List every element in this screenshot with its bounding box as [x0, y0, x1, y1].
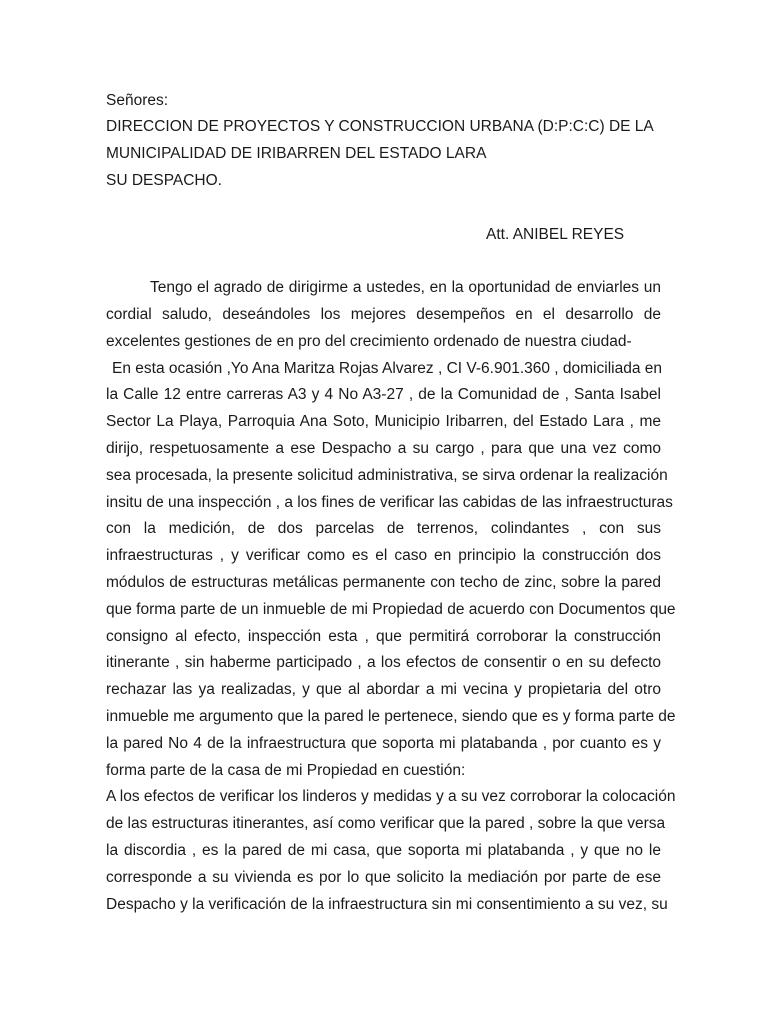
body-line: la discordia , es la pared de mi casa, que soporta mi platabanda , y que no le: [106, 841, 661, 859]
attention-line: Att. ANIBEL REYES: [486, 225, 625, 243]
letter-body: [106, 275, 676, 918]
body-line: sea procesada, la presente solicitud administrativa, se sirva ordenar la realización: [106, 466, 668, 484]
body-line: itinerante , sin haberme participado , a los efectos de consentir o en su defecto: [106, 654, 661, 672]
letter-paragraph: [106, 784, 676, 918]
body-line: Tengo el agrado de dirigirme a ustedes, en la oportunidad de enviarles un: [150, 279, 661, 297]
recipient-line: MUNICIPALIDAD DE IRIBARREN DEL ESTADO LARA: [106, 145, 487, 163]
letter-paragraph: [106, 356, 676, 785]
body-line: con la medición, de dos parcelas de terrenos, colindantes , con sus: [106, 520, 661, 538]
body-line: la pared No 4 de la infraestructura que soporta mi platabanda , por cuanto es y: [106, 734, 661, 752]
body-line: inmueble me argumento que la pared le pertenece, siendo que es y forma parte de: [106, 707, 676, 725]
recipient-block: [106, 88, 661, 195]
body-line: módulos de estructuras metálicas permanente con techo de zinc, sobre la pared: [106, 573, 661, 591]
body-line: dirijo, respetuosamente a ese Despacho a su cargo , para que una vez como: [106, 439, 661, 457]
body-line: Despacho y la verificación de la infraestructura sin mi consentimiento a su vez, su: [106, 895, 668, 913]
body-line: Sector La Playa, Parroquia Ana Soto, Municipio Iribarren, del Estado Lara , me: [106, 413, 661, 431]
body-line: excelentes gestiones de en pro del crecimiento ordenado de nuestra ciudad-: [106, 332, 632, 350]
body-line: infraestructuras , y verificar como es el caso en principio la construcción dos: [106, 547, 661, 565]
body-line: forma parte de la casa de mi Propiedad en cuestión:: [106, 761, 466, 779]
body-line: corresponde a su vivienda es por lo que solicito la mediación por parte de ese: [106, 868, 661, 886]
body-line: A los efectos de verificar los linderos y medidas y a su vez corroborar la colocación: [106, 788, 676, 806]
recipient-line: DIRECCION DE PROYECTOS Y CONSTRUCCION URBANA (D:P:C:C) DE LA: [106, 118, 654, 136]
body-line: insitu de una inspección , a los fines de verificar las cabidas de las infraestructuras: [106, 493, 673, 511]
body-line: consigno al efecto, inspección esta , que permitirá corroborar la construcción: [106, 627, 661, 645]
body-line: rechazar las ya realizadas, y que al abordar a mi vecina y propietaria del otro: [106, 681, 661, 699]
body-line: cordial saludo, deseándoles los mejores desempeños en el desarrollo de: [106, 305, 661, 323]
body-line: En esta ocasión ,Yo Ana Maritza Rojas Alvarez , CI V-6.901.360 , domiciliada en: [112, 359, 662, 377]
letter-paragraph: [106, 275, 661, 355]
recipient-salutation: Señores:: [106, 91, 169, 109]
body-line: de las estructuras itinerantes, así como verificar que la pared , sobre la que versa: [106, 815, 666, 833]
recipient-line: SU DESPACHO.: [106, 171, 222, 189]
letter: [106, 88, 676, 919]
body-line: la Calle 12 entre carreras A3 y 4 No A3-27 , de la Comunidad de , Santa Isabel: [106, 386, 661, 404]
body-line: que forma parte de un inmueble de mi Propiedad de acuerdo con Documentos que: [106, 600, 676, 618]
